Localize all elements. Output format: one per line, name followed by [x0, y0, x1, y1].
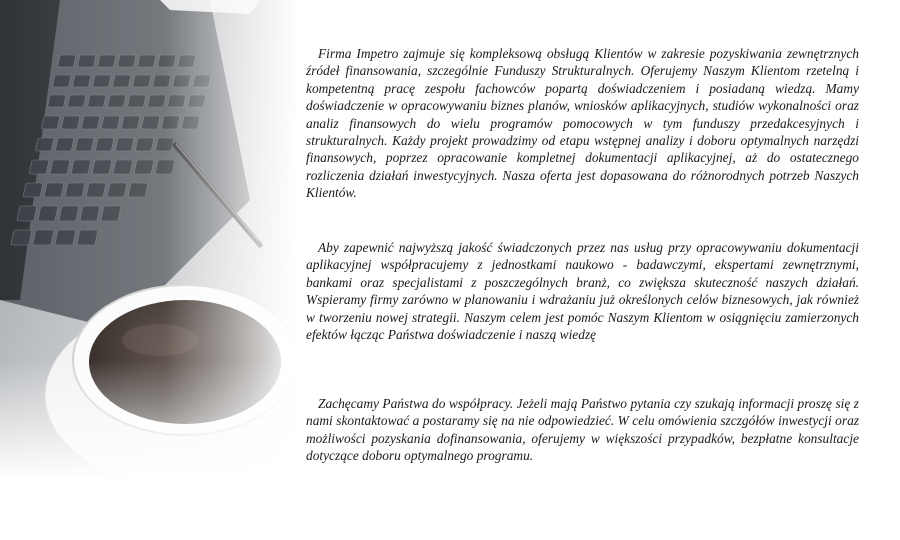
intro-paragraph: Firma Impetro zajmuje się kompleksową obsługą Klientów w zakresie pozyskiwania zewnętrznych źródeł finansowania, szczególnie Funduszy Strukturalnych. Oferujemy Naszym Klientom rzetelną i kompetentną pracę zespołu fachowców popartą doświadczeniem i posiadaną wiedzą. Mamy doświadczenie w opracowywaniu biznes planów, wniosków aplikacyjnych, studiów wykonalności oraz analiz finansowych do wielu programów pomocowych w tym funduszy przedakcesyjnych i strukturalnych. Każdy projekt prowadzimy od etapu wstępnej analizy i doboru optymalnych narzędzi finansowych, poprzez opracowanie kompletnej dokumentacji aplikacyjnej, aż do ostatecznego rozliczenia działań inwestycyjnych. Nasza oferta jest dopasowana do różnorodnych potrzeb Naszych Klientów. [306, 46, 859, 201]
quality-paragraph: Aby zapewnić najwyższą jakość świadczonych przez nas usług przy opracowywaniu dokumentacji aplikacyjnej współpracujemy z jednostkami naukowo - badawczymi, ekspertami zewnętrznymi, bankami oraz specjalistami z poszczególnych branż, co zwiększa skuteczność naszych działań. Wspieramy firmy zarówno w planowaniu i wdrażaniu już określonych celów biznesowych, jak również w tworzeniu nowej strategii. Naszym celem jest pomóc Naszym Klientom w osiągnięciu zamierzonych efektów łącząc Państwa doświadczenie i naszą wiedzę [306, 240, 859, 343]
contact-paragraph: Zachęcamy Państwa do współpracy. Jeżeli mają Państwo pytania czy szukają informacji proszę się z nami skontaktować a postaramy się na nie odpowiedzieć. W celu omówienia szczgółów inwestycji oraz możliwości pozyskania dofinansowania, oferujemy w większości przypadków, bezpłatne konsultacje dotyczące doboru optymalnego programu. [306, 396, 859, 464]
header-photo [0, 0, 300, 480]
